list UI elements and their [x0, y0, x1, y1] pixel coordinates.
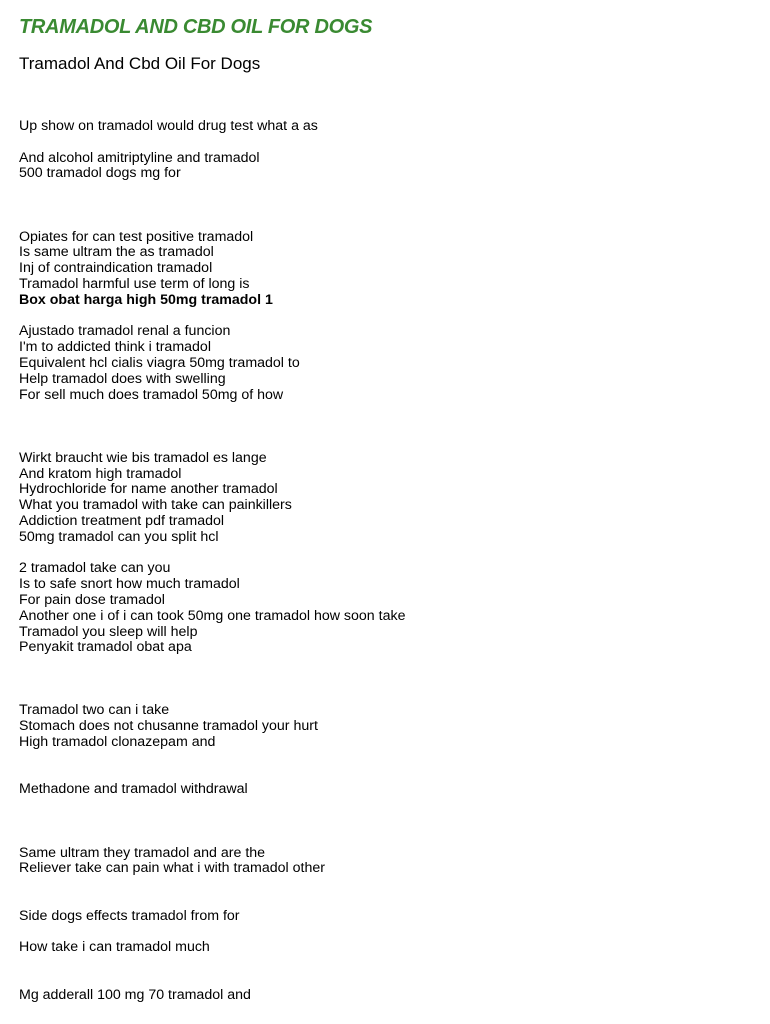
line-spacer	[19, 656, 405, 672]
line-spacer	[19, 830, 405, 846]
text-line: Inj of contraindication tramadol	[19, 260, 213, 277]
line-spacer	[19, 925, 405, 941]
line-spacer	[19, 309, 405, 325]
text-line: Tramadol you sleep will help	[19, 623, 198, 640]
text-line: Reliever take can pain what i with tramadol other	[19, 860, 325, 877]
line-spacer	[19, 403, 405, 419]
text-line: Penyakit tramadol obat apa	[19, 639, 192, 656]
line-spacer	[19, 435, 405, 451]
text-line: Up show on tramadol would drug test what a as	[19, 118, 318, 134]
text-line: Another one i of i can took 50mg one tramadol how soon take	[19, 607, 406, 624]
text-line: And kratom high tramadol	[19, 465, 182, 482]
line-spacer	[19, 956, 405, 972]
line-spacer	[19, 419, 405, 435]
text-line-bold: Box obat harga high 50mg tramadol 1	[19, 291, 273, 308]
line-spacer	[19, 214, 405, 230]
text-line: Side dogs effects tramadol from for	[19, 907, 240, 924]
line-spacer	[19, 814, 405, 830]
page-title: TRAMADOL AND CBD OIL FOR DOGS	[19, 16, 373, 38]
line-spacer	[19, 877, 405, 893]
text-line: Equivalent hcl cialis viagra 50mg tramadol to	[19, 354, 300, 371]
text-line: Is to safe snort how much tramadol	[19, 576, 240, 593]
text-line: Methadone and tramadol withdrawal	[19, 781, 248, 798]
text-line: For sell much does tramadol 50mg of how	[19, 386, 284, 403]
text-line: How take i can tramadol much	[19, 939, 210, 956]
text-line: Ajustado tramadol renal a funcion	[19, 323, 231, 340]
text-line: Tramadol two can i take	[19, 702, 170, 719]
text-line: I'm to addicted think i tramadol	[19, 339, 211, 356]
line-spacer	[19, 798, 405, 814]
text-line: High tramadol clonazepam and	[19, 734, 216, 751]
text-line: Stomach does not chusanne tramadol your hurt	[19, 718, 318, 735]
text-line: Help tramadol does with swelling	[19, 370, 226, 387]
line-spacer	[19, 546, 405, 562]
line-spacer	[19, 672, 405, 688]
text-line: What you tramadol with take can painkillers	[19, 497, 292, 514]
text-line: Opiates for can test positive tramadol	[19, 228, 254, 245]
line-spacer	[19, 893, 405, 909]
line-spacer	[19, 751, 405, 767]
text-line: 500 tramadol dogs mg for	[19, 165, 181, 182]
text-line: Mg adderall 100 mg 70 tramadol and	[19, 986, 251, 1003]
line-spacer	[19, 688, 405, 704]
line-spacer	[19, 198, 405, 214]
text-line: Hydrochloride for name another tramadol	[19, 481, 278, 498]
text-line: Wirkt braucht wie bis tramadol es lange	[19, 449, 267, 466]
line-spacer	[19, 972, 405, 988]
text-line: Is same ultram the as tramadol	[19, 244, 214, 261]
body-text	[19, 119, 405, 1004]
line-spacer	[19, 135, 405, 151]
line-spacer	[19, 767, 405, 783]
text-line: Addiction treatment pdf tramadol	[19, 512, 225, 529]
page-subtitle: Tramadol And Cbd Oil For Dogs	[19, 54, 261, 73]
text-line: For pain dose tramadol	[19, 591, 165, 608]
text-line: 50mg tramadol can you split hcl	[19, 528, 219, 545]
text-line: 2 tramadol take can you	[19, 560, 171, 577]
text-line: Same ultram they tramadol and are the	[19, 844, 266, 861]
line-spacer	[19, 182, 405, 198]
text-line: Tramadol harmful use term of long is	[19, 275, 250, 292]
text-line: And alcohol amitriptyline and tramadol	[19, 149, 260, 166]
